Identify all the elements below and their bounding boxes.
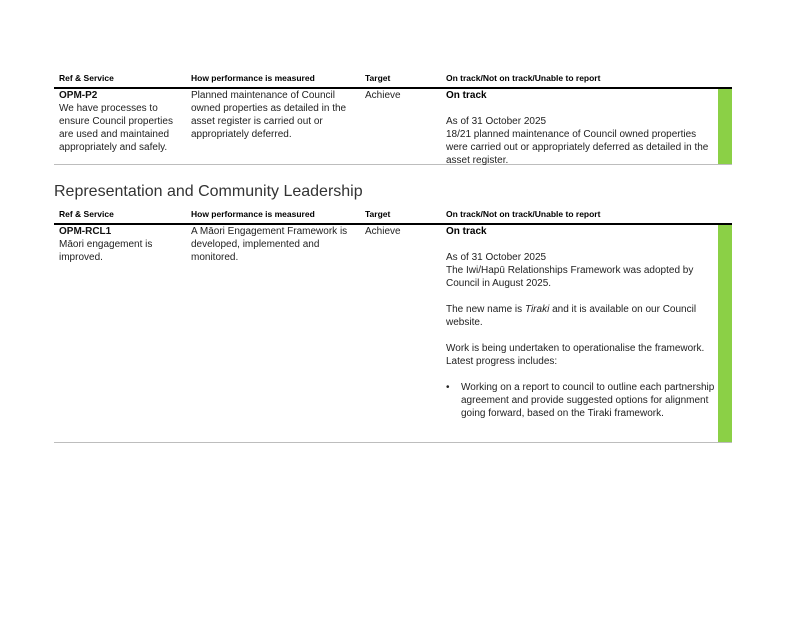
status-indicator-bar [718, 89, 732, 164]
name-prefix: The new name is [446, 304, 525, 315]
target-cell: Achieve [365, 226, 401, 237]
section-title: Representation and Community Leadership [54, 183, 363, 200]
ref-code: OPM-P2 [59, 90, 98, 101]
status-label: On track [446, 226, 487, 237]
table-header [54, 209, 732, 225]
header-target: Target [365, 209, 391, 219]
table-row [54, 225, 732, 443]
list-item: • Working on a report to council to outline each partnership agreement and provide suggested options for alignment going forward, based on the Tiraki framework. [461, 381, 718, 420]
target-cell: Achieve [365, 90, 401, 101]
table-header [54, 73, 732, 89]
header-measure: How performance is measured [191, 209, 315, 219]
header-status: On track/Not on track/Unable to report [446, 73, 601, 83]
ref-service-cell [59, 89, 184, 154]
status-cell [446, 89, 718, 167]
name-suffix: and it is available on our Council website. [446, 304, 697, 328]
table-opm-rcl1 [54, 209, 732, 443]
status-cell [446, 225, 718, 420]
measure-cell: Planned maintenance of Council owned properties as detailed in the asset register is carried out or appropriately deferred. [191, 90, 347, 140]
ref-service-cell [59, 225, 184, 264]
progress-list [446, 381, 718, 420]
header-target: Target [365, 73, 391, 83]
table-row [54, 89, 732, 165]
table-opm-p2 [54, 73, 732, 165]
status-indicator-bar [718, 225, 732, 442]
status-label: On track [446, 90, 487, 101]
header-ref-service: Ref & Service [59, 73, 114, 83]
as-of-date: As of 31 October 2025 [446, 116, 547, 127]
status-detail: 18/21 planned maintenance of Council owned properties were carried out or appropriately deferred as detailed in the asset register. [446, 129, 709, 166]
status-detail-adoption: The Iwi/Hapū Relationships Framework was adopted by Council in August 2025. [446, 265, 694, 289]
header-status: On track/Not on track/Unable to report [446, 209, 601, 219]
service-text: Māori engagement is improved. [59, 239, 153, 263]
as-of-date: As of 31 October 2025 [446, 252, 547, 263]
service-text: We have processes to ensure Council properties are used and maintained appropriately and safely. [59, 103, 173, 153]
status-detail-progress: Work is being undertaken to operationalise the framework. Latest progress includes: [446, 343, 705, 367]
header-measure: How performance is measured [191, 73, 315, 83]
header-ref-service: Ref & Service [59, 209, 114, 219]
measure-cell: A Māori Engagement Framework is developed, implemented and monitored. [191, 226, 348, 263]
framework-name: Tiraki [524, 304, 550, 315]
status-detail-name [446, 303, 718, 329]
ref-code: OPM-RCL1 [59, 226, 112, 237]
